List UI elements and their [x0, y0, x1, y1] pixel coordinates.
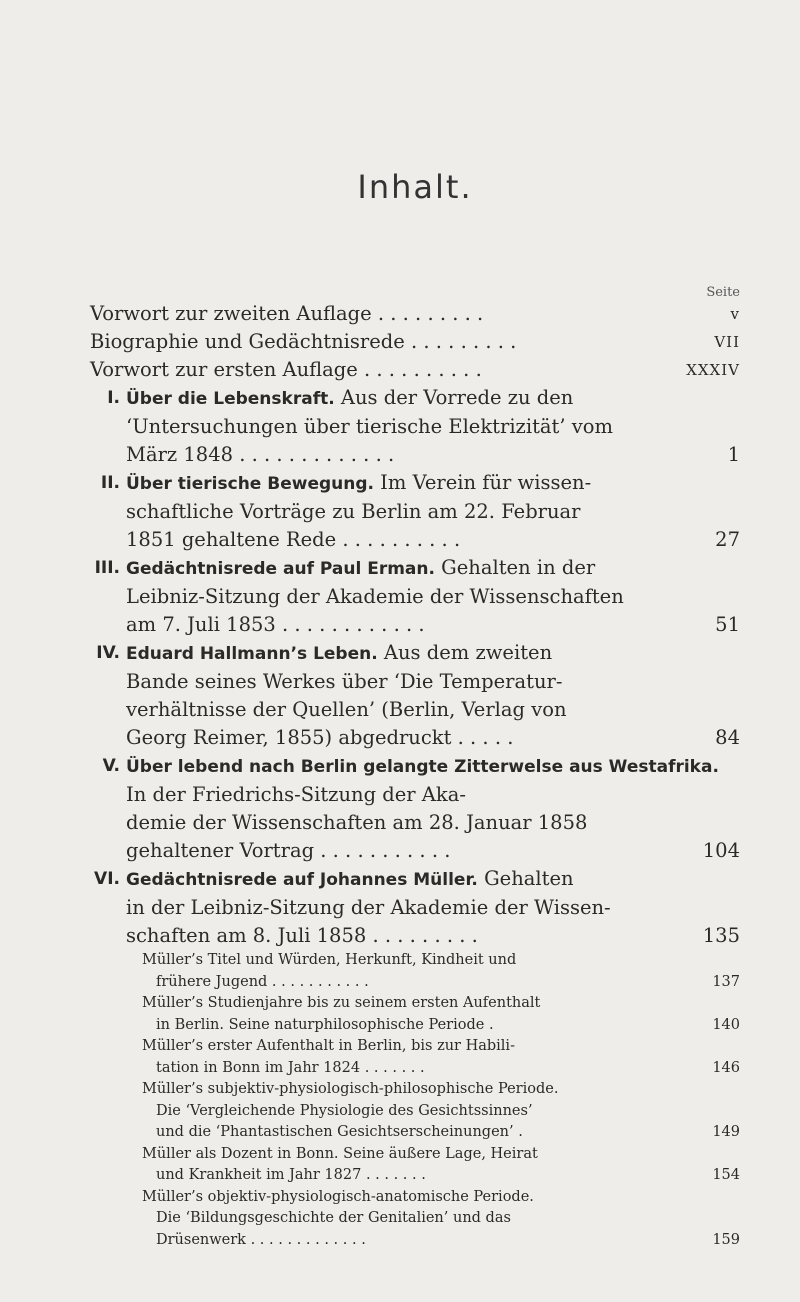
toc-subentry-2	[90, 993, 740, 1036]
toc-subentry-6	[90, 1187, 740, 1252]
chapter-heading: Gedächtnisrede auf Paul Erman.	[126, 559, 435, 579]
subentry-page: 137	[712, 973, 740, 990]
chapter-heading: Über tierische Bewegung.	[126, 474, 374, 494]
subentry-page: 159	[712, 1231, 740, 1248]
chapter-text: ‘Untersuchungen über tierische Elektrizität’ vom	[126, 415, 614, 438]
subentry-text: in Berlin. Seine naturphilosophische Periode .	[156, 1016, 494, 1033]
toc-entry-biographie	[90, 328, 740, 356]
toc-entry-vorwort-erste	[90, 356, 740, 384]
subentry-text: frühere Jugend . . . . . . . . . . .	[156, 973, 369, 990]
chapter-page: 51	[715, 613, 740, 636]
toc-entry-vorwort-zweite	[90, 300, 740, 328]
chapter-page: 1	[727, 443, 740, 466]
chapter-text: 1851 gehaltene Rede . . . . . . . . . .	[126, 528, 461, 551]
subentry-text: tation in Bonn im Jahr 1824 . . . . . . .	[156, 1059, 425, 1076]
subentry-text: Müller als Dozent in Bonn. Seine äußere Lage, Heirat	[142, 1145, 538, 1162]
chapter-text: Im Verein für wissen-	[373, 471, 592, 494]
chapter-page: 84	[715, 726, 740, 749]
toc-entry-text: Vorwort zur zweiten Auflage . . . . . . . . .	[90, 302, 484, 325]
toc-entry-text: Vorwort zur ersten Auflage . . . . . . . . . .	[90, 358, 482, 381]
book-page	[90, 0, 740, 1302]
chapter-heading: Über lebend nach Berlin gelangte Zitterwelse aus Westafrika.	[126, 757, 719, 777]
subentry-text: und die ‘Phantastischen Gesichtserscheinungen’ .	[156, 1124, 523, 1140]
page-column-label: Seite	[706, 285, 740, 300]
chapter-text: am 7. Juli 1853 . . . . . . . . . . . .	[126, 613, 425, 636]
chapter-page: 27	[715, 528, 740, 551]
subentry-page: 149	[712, 1124, 740, 1140]
chapter-text: Gehalten	[477, 867, 574, 890]
chapter-text: Bande seines Werkes über ‘Die Temperatur-	[126, 670, 563, 693]
toc-subentry-3	[90, 1036, 740, 1079]
chapter-page: 135	[702, 924, 740, 947]
toc-chapter-1	[90, 384, 740, 469]
chapter-number: II.	[100, 473, 120, 493]
toc-subentry-5	[90, 1144, 740, 1187]
subentry-text: Müller’s objektiv-physiologisch-anatomische Periode.	[142, 1188, 534, 1205]
subentry-text: und Krankheit im Jahr 1827 . . . . . . .	[156, 1167, 426, 1183]
subentry-page: 140	[712, 1016, 740, 1033]
chapter-number: V.	[102, 756, 120, 776]
chapter-text: schaften am 8. Juli 1858 . . . . . . . . .	[126, 924, 478, 947]
toc-entry-text: Biographie und Gedächtnisrede . . . . . . . . .	[90, 330, 517, 353]
subentry-text: Müller’s Studienjahre bis zu seinem ersten Aufenthalt	[142, 995, 541, 1011]
subentry-page: 154	[712, 1167, 740, 1183]
chapter-text: Gehalten in der	[434, 556, 596, 579]
toc-chapter-3	[90, 554, 740, 639]
chapter-number: VI.	[94, 869, 120, 889]
subentry-page: 146	[712, 1059, 740, 1076]
chapter-text: In der Friedrichs-Sitzung der Aka-	[126, 783, 466, 806]
subentry-text: Die ‘Vergleichende Physiologie des Gesichtssinnes’	[156, 1102, 533, 1119]
chapter-number: III.	[94, 558, 120, 578]
chapter-number: IV.	[96, 643, 120, 663]
chapter-heading: Gedächtnisrede auf Johannes Müller.	[126, 870, 478, 890]
toc-chapter-5	[90, 752, 740, 865]
subentry-text: Die ‘Bildungsgeschichte der Genitalien’ und das	[156, 1210, 511, 1226]
chapter-text: gehaltener Vortrag . . . . . . . . . . .	[126, 839, 451, 862]
toc-chapter-6	[90, 865, 740, 950]
toc-chapter-4	[90, 639, 740, 752]
chapter-text: Leibniz-Sitzung der Akademie der Wissenschaften	[126, 585, 624, 608]
subentry-text: Müller’s erster Aufenthalt in Berlin, bis zur Habili-	[142, 1038, 515, 1054]
subentry-text: Müller’s Titel und Würden, Herkunft, Kindheit und	[142, 952, 517, 968]
chapter-text: in der Leibniz-Sitzung der Akademie der Wissen-	[126, 896, 611, 919]
subentry-text: Drüsenwerk . . . . . . . . . . . . .	[156, 1231, 366, 1248]
chapter-text: verhältnisse der Quellen’ (Berlin, Verlag von	[126, 698, 567, 721]
chapter-text: demie der Wissenschaften am 28. Januar 1858	[126, 811, 588, 834]
chapter-page: 104	[702, 839, 740, 862]
chapter-text: Aus der Vorrede zu den	[334, 386, 574, 409]
chapter-number: I.	[107, 388, 120, 408]
page-title: Inhalt.	[357, 168, 473, 206]
chapter-text: Georg Reimer, 1855) abgedruckt . . . . .	[126, 726, 514, 749]
toc-subentry-1	[90, 950, 740, 993]
subentry-text: Müller’s subjektiv-physiologisch-philosophische Periode.	[142, 1081, 559, 1097]
toc-entry-page: VII	[714, 333, 740, 351]
toc-entry-page: v	[730, 305, 740, 323]
table-of-contents	[90, 300, 740, 1251]
chapter-text: März 1848 . . . . . . . . . . . . .	[126, 443, 395, 466]
chapter-text: Aus dem zweiten	[377, 641, 553, 664]
chapter-text: schaftliche Vorträge zu Berlin am 22. Februar	[126, 500, 581, 523]
chapter-heading: Eduard Hallmann’s Leben.	[126, 644, 378, 664]
toc-subentry-4	[90, 1079, 740, 1144]
toc-entry-page: XXXIV	[686, 361, 740, 379]
chapter-heading: Über die Lebenskraft.	[126, 389, 335, 409]
toc-chapter-2	[90, 469, 740, 554]
